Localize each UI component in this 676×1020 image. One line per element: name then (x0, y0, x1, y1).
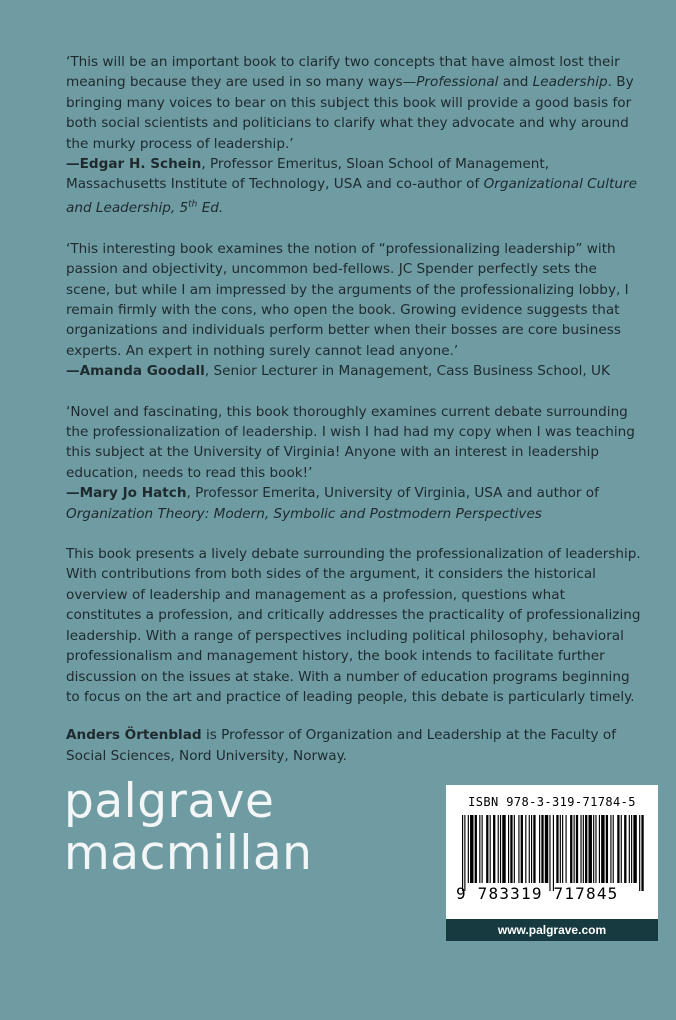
quote-author: —Amanda Goodall (66, 363, 205, 380)
quote-italic: Professional (416, 74, 499, 91)
barcode-bar (498, 815, 499, 883)
barcode-bar (576, 815, 578, 883)
barcode-bar (556, 815, 558, 883)
barcode-bar (562, 815, 563, 883)
barcode-bar (475, 815, 477, 883)
barcode-bar (531, 815, 532, 883)
quote-work: Organizational Culture and Leadership, 5 (66, 176, 637, 217)
author-name: Anders Örtenblad (66, 727, 202, 744)
barcode-bar (641, 815, 643, 891)
barcode-bar (529, 815, 530, 883)
quote-author: —Edgar H. Schein (66, 156, 202, 173)
barcode-bar (601, 815, 604, 883)
barcode-bar (545, 815, 548, 883)
quote-italic: Leadership (532, 74, 608, 91)
barcode-bar (486, 815, 488, 883)
barcode-bar (639, 815, 640, 891)
quote-goodall (66, 239, 642, 382)
barcode-bar (560, 815, 561, 883)
quote-affiliation: , Professor Emerita, University of Virginia, USA and author of (186, 485, 599, 502)
quote-affiliation: , Senior Lecturer in Management, Cass Business School, UK (204, 363, 610, 380)
publisher-logo-line2: macmillan (64, 826, 313, 881)
quote-schein (66, 52, 642, 219)
barcode-bar (541, 815, 543, 883)
barcode-panel (446, 785, 658, 941)
barcode-bar (539, 815, 540, 883)
barcode-icon (462, 815, 644, 891)
publisher-logo-line1: palgrave (64, 774, 275, 829)
barcode-bar (490, 815, 491, 883)
barcode-bar (518, 815, 519, 883)
barcode-bar (479, 815, 480, 883)
barcode-bar (525, 815, 526, 883)
quote-text: ‘This interesting book examines the notion of “professionalizing leadership” with passion and objectivity, uncommon bed-fellows. JC Spender perfectly sets the scene, but while I am impressed by the arguments of the professionalizing lobby, I remain firmly with the cons, who open the book. Growing evidence suggests that organizations and individuals perform better when their bosses are core business experts. An expert in nothing surely cannot lead anyone.’ (66, 240, 629, 359)
barcode-bar (613, 815, 614, 883)
quote-work-end: Ed. (197, 200, 224, 217)
barcode-bar (585, 815, 587, 883)
barcode-bar (521, 815, 523, 883)
barcode-bar (617, 815, 619, 883)
barcode-bar (468, 815, 469, 883)
barcode-bar (595, 815, 596, 883)
quote-text: ‘Novel and fascinating, this book thoroughly examines current debate surrounding the professionalization of leadership. I wish I had had my copy when I was teaching this subject at the University of Virginia! Anyone with an interest in leadership education, needs to read this book!’ (66, 403, 635, 481)
barcode-bar (610, 815, 611, 883)
barcode-bar (500, 815, 501, 883)
quote-author: —Mary Jo Hatch (66, 485, 187, 502)
barcode-bar (549, 815, 550, 891)
isbn-label: ISBN 978-3-319-71784-5 (468, 795, 636, 809)
barcode-bar (508, 815, 509, 883)
barcode-bar (606, 815, 608, 883)
barcode-bar (493, 815, 495, 883)
barcode-bar (462, 815, 463, 891)
quote-work-sup: th (188, 199, 198, 210)
barcode-bar (533, 815, 535, 883)
barcode-bar (599, 815, 600, 883)
barcode-bar (514, 815, 515, 883)
author-bio-text: is Professor of Organization and Leadership at the Faculty of Social Sciences, Nord University, Norway. (66, 727, 617, 764)
ean-digits: 9 783319 717845 (456, 884, 619, 903)
quote-text: and (498, 74, 533, 91)
author-bio (66, 725, 642, 766)
barcode-bar (566, 815, 567, 883)
back-cover-text (66, 52, 642, 786)
book-blurb: This book presents a lively debate surrounding the professionalization of leadership. With contributions from both sides of the argument, it considers the historical overview of leadership and management as a profession, questions what constitutes a profession, and critically addresses the practicality of professionalizing leadership. With a range of perspectives including political philosophy, behavioral professionalism and management history, the book intends to facilitate further discussion on the issues at stake. With a number of education programs beginning to focus on the art and practice of leading people, this debate is particularly timely. (66, 546, 641, 705)
quote-hatch (66, 402, 642, 524)
publisher-url: www.palgrave.com (446, 919, 658, 941)
barcode-bar (624, 815, 626, 883)
barcode-bar (580, 815, 581, 883)
barcode-bar (633, 815, 636, 883)
quote-affiliation: , Professor Emeritus, Sloan School of Management, Massachusetts Institute of Technology, USA and co-author of (66, 156, 550, 193)
publisher-logo (64, 776, 312, 880)
barcode-bar (631, 815, 632, 883)
barcode-bar (583, 815, 584, 883)
barcode-bar (553, 815, 554, 891)
barcode-bar (593, 815, 594, 883)
quote-work: Organization Theory: Modern, Symbolic and Postmodern Perspectives (66, 505, 542, 522)
barcode-bar (482, 815, 483, 883)
barcode-bar (570, 815, 572, 883)
quote-text: . By bringing many voices to bear on this subject this book will provide a good basis for both social scientists and politicians to clarify what they advocate and why around the murky process of leadership.’ (66, 74, 634, 152)
barcode-bar (510, 815, 512, 883)
barcode-bar (629, 815, 630, 883)
barcode-bar (574, 815, 575, 883)
barcode-bar (464, 815, 465, 891)
barcode-bar (470, 815, 473, 883)
barcode-bar (589, 815, 592, 883)
barcode-bar (621, 815, 622, 883)
barcode-bar (502, 815, 505, 883)
quote-text: ‘This will be an important book to clarify two concepts that have almost lost their meaning because they are used in so many ways— (66, 54, 620, 91)
